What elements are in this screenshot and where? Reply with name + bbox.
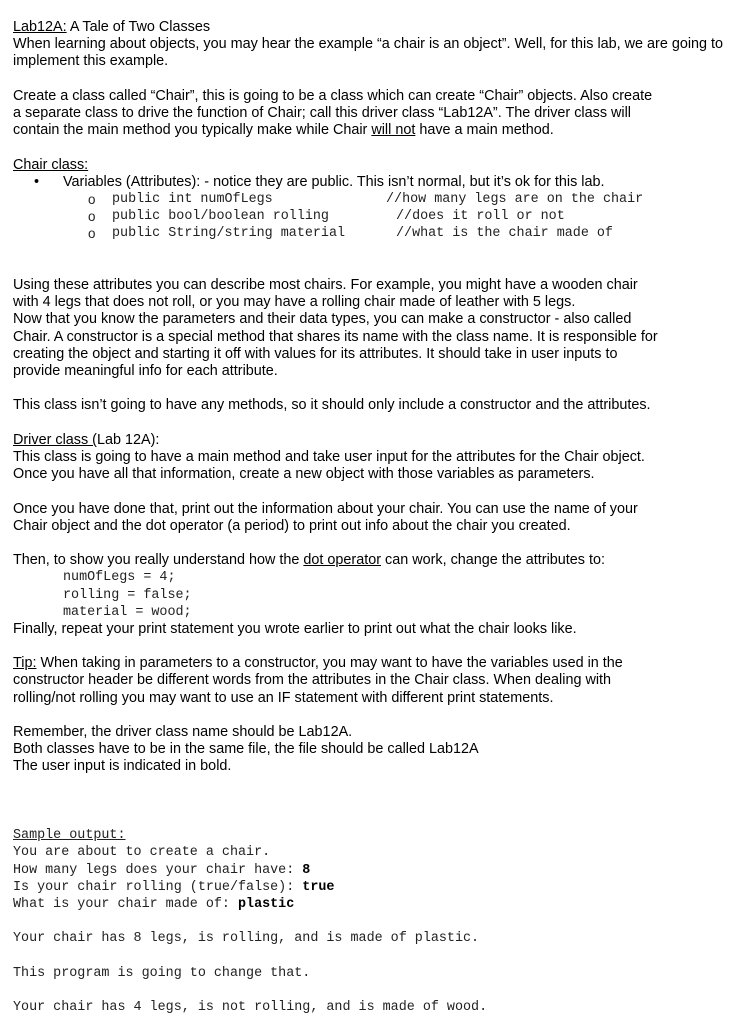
attribute-row <box>13 225 735 242</box>
sample-result-line: Your chair has 8 legs, is rolling, and is made of plastic. <box>13 931 480 947</box>
describe-line: Using these attributes you can describe most chairs. For example, you might have a wooden chair <box>13 276 638 293</box>
create-line <box>13 122 735 139</box>
sample-result-line: Your chair has 4 legs, is not rolling, and is made of wood. <box>13 1000 488 1016</box>
dot-operator-link: dot operator <box>303 552 381 569</box>
sample-user-input: true <box>302 879 335 895</box>
create-paragraph <box>13 88 735 140</box>
create-line: a separate class to drive the function of Chair; call this driver class “Lab12A”. The driver class will <box>13 105 631 121</box>
sample-line <box>13 844 735 861</box>
describe-line: Now that you know the parameters and their data types, you can make a constructor - also called <box>13 311 632 328</box>
driver-line: This class is going to have a main method and take user input for the attributes for the Chair object. <box>13 448 645 465</box>
tip-line: rolling/not rolling you may want to use an IF statement with different print statements. <box>13 689 554 706</box>
sub-bullet-icon: o <box>88 192 96 207</box>
describe-line: Chair. A constructor is a special method that shares its name with the class name. It is responsible for <box>13 328 658 345</box>
sample-user-input: 8 <box>302 862 311 878</box>
sub-bullet-icon: o <box>88 209 96 225</box>
then-text: Then, to show you really understand how the <box>13 552 304 569</box>
sample-user-input: plastic <box>238 897 295 912</box>
driver-heading-rest: Lab 12A): <box>96 431 160 448</box>
variables-text: Variables (Attributes): - notice they are public. This isn’t normal, but it’s ok for this lab. <box>63 173 605 190</box>
document-page <box>13 19 735 1016</box>
sample-change-line: This program is going to change that. <box>13 965 311 981</box>
driver-heading-underlined: Driver class ( <box>13 431 97 448</box>
attribute-comment: //does it roll or not <box>396 209 565 225</box>
attribute-declaration: public bool/boolean rolling <box>112 209 329 225</box>
describe-line: provide meaningful info for each attribute. <box>13 362 278 379</box>
driver-class-heading <box>13 432 735 449</box>
no-methods-paragraph: This class isn’t going to have any methods, so it should only include a constructor and the attributes. <box>13 397 651 414</box>
code-line: material = wood; <box>63 604 192 620</box>
remember-line: Remember, the driver class name should be Lab12A. <box>13 724 353 741</box>
describe-line: creating the object and starting it off with values for its attributes. It should take in user inputs to <box>13 345 618 362</box>
attribute-declaration: public int numOfLegs <box>112 192 273 207</box>
attribute-comment: //what is the chair made of <box>396 226 613 242</box>
bullet-dot-icon: • <box>34 173 40 190</box>
sub-bullet-icon: o <box>88 226 96 242</box>
tip-label: Tip: <box>13 655 37 672</box>
describe-paragraph <box>13 277 735 380</box>
describe-line: with 4 legs that does not roll, or you may have a rolling chair made of leather with 5 legs. <box>13 294 576 311</box>
intro-paragraph: When learning about objects, you may hear the example “a chair is an object”. Well, for this lab, we are going to implement this example. <box>13 36 724 70</box>
variables-bullet <box>13 174 735 191</box>
chair-class-heading: Chair class: <box>13 156 89 173</box>
driver-line: Once you have all that information, create a new object with those variables as parameters. <box>13 466 595 483</box>
attribute-comment: //how many legs are on the chair <box>386 192 644 207</box>
remember-line: The user input is indicated in bold. <box>13 758 232 775</box>
sample-line <box>13 862 735 879</box>
lab-title-rest: A Tale of Two Classes <box>66 19 211 35</box>
will-not-emphasis: will not <box>371 122 416 139</box>
sample-prompt: How many legs does your chair have: <box>13 862 303 878</box>
lab-title-prefix: Lab12A: <box>13 19 67 35</box>
create-text: contain the main method you typically make while Chair <box>13 122 372 139</box>
tip-paragraph <box>13 655 735 672</box>
print-line: Chair object and the dot operator (a period) to print out info about the chair you created. <box>13 517 571 534</box>
then-text: can work, change the attributes to: <box>381 552 605 569</box>
attribute-declaration: public String/string material <box>112 226 346 242</box>
code-line: numOfLegs = 4; <box>63 570 176 586</box>
tip-text: When taking in parameters to a constructor, you may want to have the variables used in the <box>36 655 623 672</box>
sample-line <box>13 879 735 896</box>
create-text: have a main method. <box>415 122 554 139</box>
code-line: rolling = false; <box>63 587 192 603</box>
finally-paragraph: Finally, repeat your print statement you wrote earlier to print out what the chair looks like. <box>13 620 577 637</box>
lab-title <box>13 19 735 36</box>
tip-line: constructor header be different words from the attributes in the Chair class. When dealing with <box>13 672 612 689</box>
sample-prompt: What is your chair made of: <box>13 897 238 912</box>
remember-line: Both classes have to be in the same file, the file should be called Lab12A <box>13 741 479 758</box>
print-line: Once you have done that, print out the information about your chair. You can use the name of your <box>13 500 638 517</box>
sample-line <box>13 896 735 913</box>
sample-output-heading: Sample output: <box>13 828 126 844</box>
sample-prompt: Is your chair rolling (true/false): <box>13 879 303 895</box>
then-paragraph <box>13 552 735 569</box>
attribute-row <box>13 191 735 208</box>
attribute-row <box>13 208 735 225</box>
sample-prompt: You are about to create a chair. <box>13 845 271 861</box>
create-line: Create a class called “Chair”, this is going to be a class which can create “Chair” objects. Also create <box>13 87 653 104</box>
